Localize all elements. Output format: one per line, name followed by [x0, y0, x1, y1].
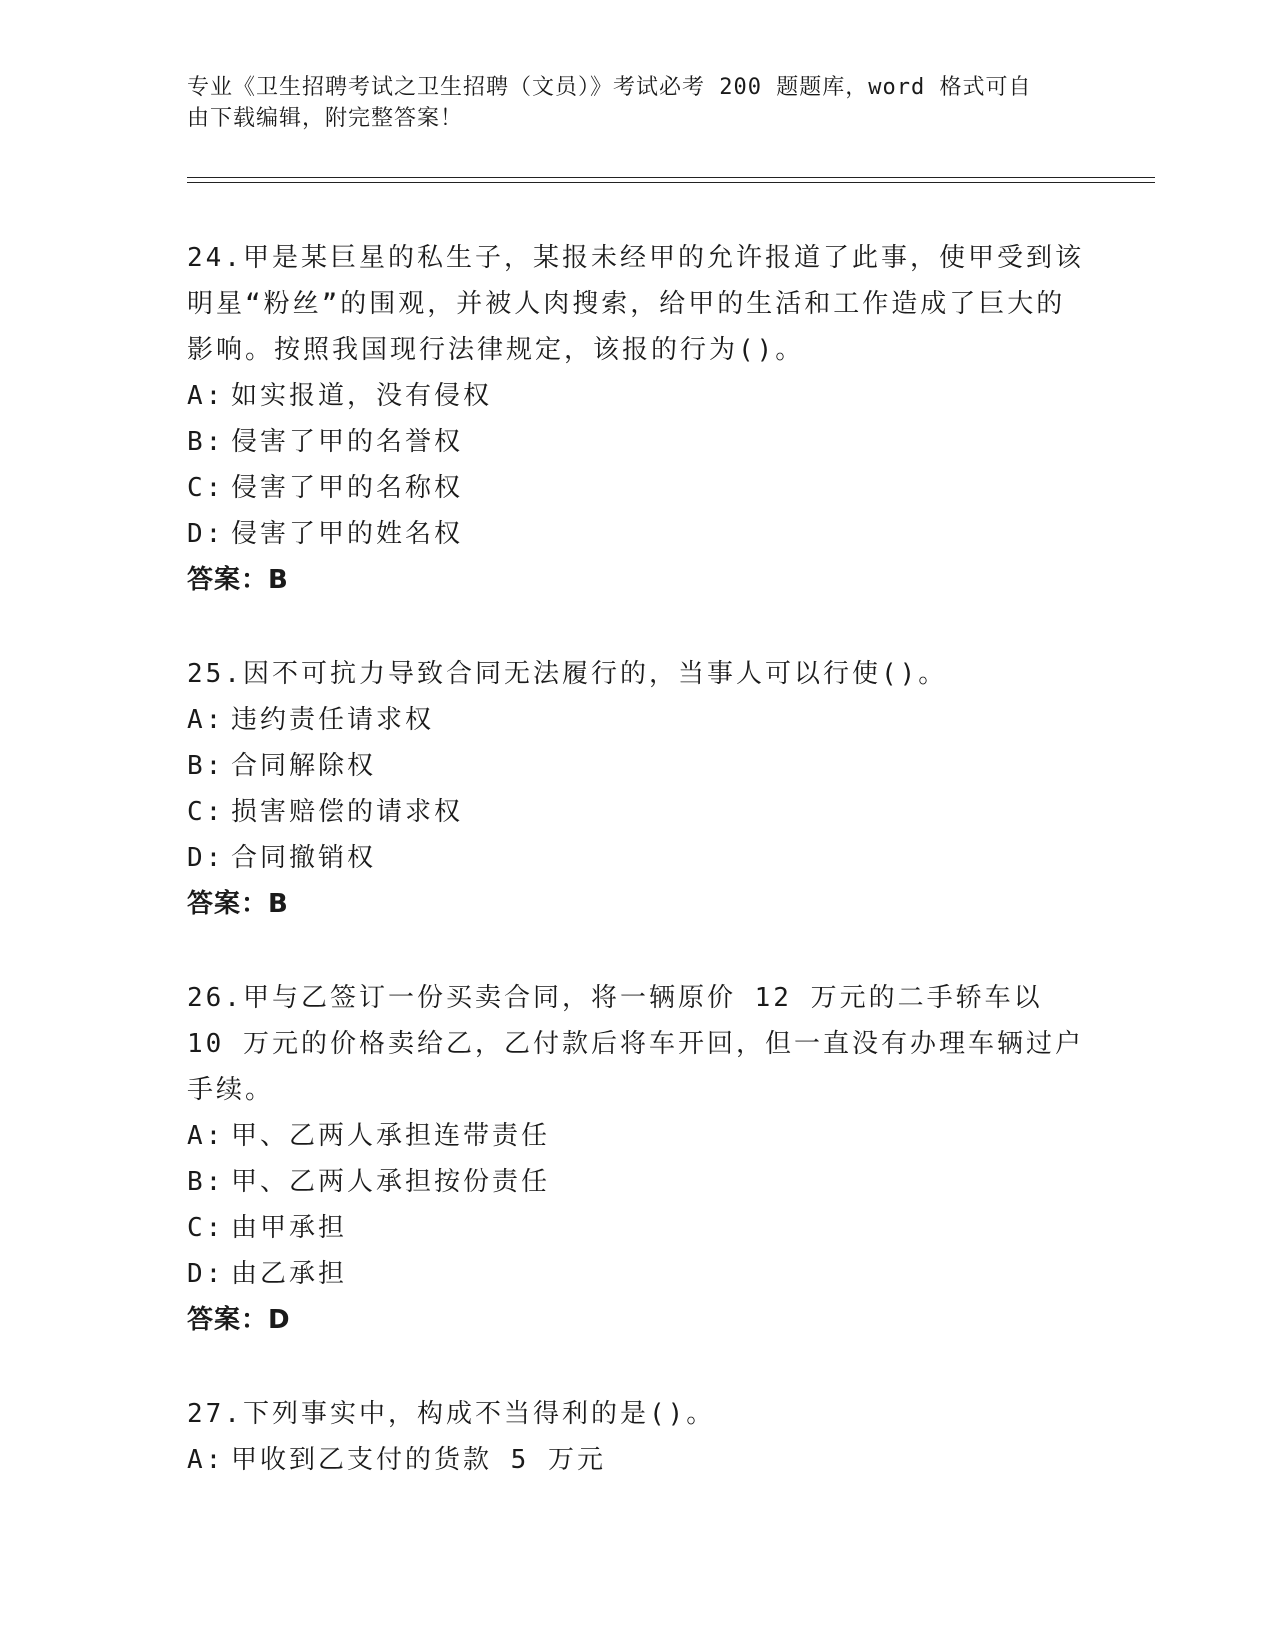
option-key: A:	[187, 1121, 225, 1151]
question-list	[187, 235, 1087, 1531]
question-24	[187, 235, 1087, 603]
option-b	[187, 1159, 1087, 1205]
option-key: D:	[187, 843, 225, 873]
option-key: C:	[187, 1213, 225, 1243]
option-key: A:	[187, 705, 225, 735]
option-text: 甲、乙两人承担连带责任	[231, 1121, 551, 1151]
option-text: 由甲承担	[231, 1213, 348, 1243]
question-stem: 25.因不可抗力导致合同无法履行的，当事人可以行使()。	[187, 659, 948, 689]
option-a	[187, 373, 1087, 419]
option-text: 甲收到乙支付的货款 5 万元	[231, 1445, 606, 1475]
question-26	[187, 975, 1087, 1343]
option-text: 甲、乙两人承担按份责任	[231, 1167, 551, 1197]
question-stem: 24.甲是某巨星的私生子，某报未经甲的允许报道了此事，使甲受到该明星“粉丝”的围观，并被人肉搜索，给甲的生活和工作造成了巨大的影响。按照我国现行法律规定，该报的行为()。	[187, 243, 1084, 365]
option-text: 违约责任请求权	[231, 705, 435, 735]
option-a	[187, 697, 1087, 743]
option-b	[187, 743, 1087, 789]
question-27	[187, 1391, 1087, 1483]
option-key: C:	[187, 473, 225, 503]
option-text: 侵害了甲的姓名权	[231, 519, 464, 549]
document-header	[187, 72, 1067, 134]
option-c	[187, 465, 1087, 511]
header-divider-bottom	[187, 182, 1155, 183]
answer-line: 答案：D	[187, 1305, 291, 1335]
option-key: A:	[187, 381, 225, 411]
answer-line: 答案：B	[187, 889, 289, 919]
option-text: 侵害了甲的名誉权	[231, 427, 464, 457]
question-stem: 26.甲与乙签订一份买卖合同，将一辆原价 12 万元的二手轿车以 10 万元的价格卖给乙，乙付款后将车开回，但一直没有办理车辆过户手续。	[187, 983, 1084, 1105]
option-text: 如实报道，没有侵权	[231, 381, 493, 411]
question-25	[187, 651, 1087, 927]
option-key: B:	[187, 751, 225, 781]
header-line-1: 专业《卫生招聘考试之卫生招聘（文员）》考试必考 200 题题库，word 格式可自	[187, 75, 1032, 100]
option-key: D:	[187, 1259, 225, 1289]
option-text: 由乙承担	[231, 1259, 348, 1289]
option-b	[187, 419, 1087, 465]
option-text: 侵害了甲的名称权	[231, 473, 464, 503]
option-d	[187, 835, 1087, 881]
question-stem: 27.下列事实中，构成不当得利的是()。	[187, 1399, 716, 1429]
option-text: 合同撤销权	[231, 843, 377, 873]
option-text: 损害赔偿的请求权	[231, 797, 464, 827]
option-key: C:	[187, 797, 225, 827]
option-key: B:	[187, 427, 225, 457]
option-a	[187, 1437, 1087, 1483]
option-c	[187, 789, 1087, 835]
option-key: D:	[187, 519, 225, 549]
option-d	[187, 1251, 1087, 1297]
option-key: A:	[187, 1445, 225, 1475]
option-text: 合同解除权	[231, 751, 377, 781]
header-divider-top	[187, 177, 1155, 178]
option-key: B:	[187, 1167, 225, 1197]
header-line-2: 由下载编辑，附完整答案！	[187, 106, 464, 131]
option-d	[187, 511, 1087, 557]
answer-line: 答案：B	[187, 565, 289, 595]
option-c	[187, 1205, 1087, 1251]
option-a	[187, 1113, 1087, 1159]
